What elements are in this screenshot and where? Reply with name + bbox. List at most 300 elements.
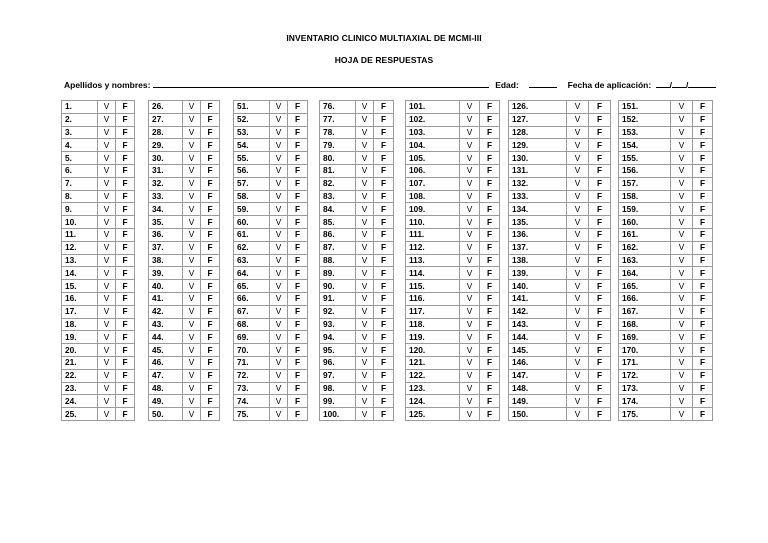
false-option[interactable]: F [201,369,220,382]
false-option[interactable]: F [116,395,135,408]
true-option[interactable]: V [671,177,693,190]
false-option[interactable]: F [201,395,220,408]
true-option[interactable]: V [270,292,288,305]
false-option[interactable]: F [201,126,220,139]
true-option[interactable]: V [671,292,693,305]
false-option[interactable]: F [201,241,220,254]
false-option[interactable]: F [374,408,394,421]
false-option[interactable]: F [480,101,500,114]
false-option[interactable]: F [589,113,611,126]
true-option[interactable]: V [567,164,589,177]
false-option[interactable]: F [116,254,135,267]
true-option[interactable]: V [567,254,589,267]
true-option[interactable]: V [183,203,201,216]
true-option[interactable]: V [671,395,693,408]
true-option[interactable]: V [270,254,288,267]
true-option[interactable]: V [356,139,374,152]
false-option[interactable]: F [693,292,713,305]
true-option[interactable]: V [460,254,480,267]
true-option[interactable]: V [460,101,480,114]
true-option[interactable]: V [270,228,288,241]
false-option[interactable]: F [693,139,713,152]
true-option[interactable]: V [567,190,589,203]
false-option[interactable]: F [374,382,394,395]
true-option[interactable]: V [270,395,288,408]
true-option[interactable]: V [270,369,288,382]
true-option[interactable]: V [356,318,374,331]
true-option[interactable]: V [671,241,693,254]
false-option[interactable]: F [480,305,500,318]
true-option[interactable]: V [183,228,201,241]
false-option[interactable]: F [201,331,220,344]
false-option[interactable]: F [589,203,611,216]
false-option[interactable]: F [374,228,394,241]
false-option[interactable]: F [693,408,713,421]
true-option[interactable]: V [460,216,480,229]
false-option[interactable]: F [116,356,135,369]
false-option[interactable]: F [693,254,713,267]
true-option[interactable]: V [671,228,693,241]
true-option[interactable]: V [460,395,480,408]
false-option[interactable]: F [201,216,220,229]
true-option[interactable]: V [98,369,116,382]
false-option[interactable]: F [374,139,394,152]
false-option[interactable]: F [589,228,611,241]
false-option[interactable]: F [374,369,394,382]
true-option[interactable]: V [356,241,374,254]
true-option[interactable]: V [356,190,374,203]
false-option[interactable]: F [480,254,500,267]
true-option[interactable]: V [98,267,116,280]
true-option[interactable]: V [567,228,589,241]
false-option[interactable]: F [288,305,308,318]
date-day-field[interactable] [656,79,670,88]
true-option[interactable]: V [270,241,288,254]
true-option[interactable]: V [98,382,116,395]
false-option[interactable]: F [589,395,611,408]
true-option[interactable]: V [567,126,589,139]
false-option[interactable]: F [201,139,220,152]
true-option[interactable]: V [356,126,374,139]
false-option[interactable]: F [480,344,500,357]
false-option[interactable]: F [116,216,135,229]
true-option[interactable]: V [183,292,201,305]
true-option[interactable]: V [460,203,480,216]
false-option[interactable]: F [201,292,220,305]
false-option[interactable]: F [589,164,611,177]
true-option[interactable]: V [98,318,116,331]
false-option[interactable]: F [116,101,135,114]
false-option[interactable]: F [480,382,500,395]
false-option[interactable]: F [589,280,611,293]
true-option[interactable]: V [183,382,201,395]
true-option[interactable]: V [98,241,116,254]
true-option[interactable]: V [567,344,589,357]
true-option[interactable]: V [183,126,201,139]
true-option[interactable]: V [98,190,116,203]
true-option[interactable]: V [567,280,589,293]
true-option[interactable]: V [671,216,693,229]
false-option[interactable]: F [480,241,500,254]
true-option[interactable]: V [183,152,201,165]
true-option[interactable]: V [460,164,480,177]
false-option[interactable]: F [374,177,394,190]
false-option[interactable]: F [480,331,500,344]
true-option[interactable]: V [356,356,374,369]
false-option[interactable]: F [480,113,500,126]
false-option[interactable]: F [116,152,135,165]
false-option[interactable]: F [589,331,611,344]
false-option[interactable]: F [480,369,500,382]
true-option[interactable]: V [98,395,116,408]
false-option[interactable]: F [116,190,135,203]
false-option[interactable]: F [288,126,308,139]
false-option[interactable]: F [201,101,220,114]
true-option[interactable]: V [183,177,201,190]
false-option[interactable]: F [693,369,713,382]
false-option[interactable]: F [201,356,220,369]
false-option[interactable]: F [288,177,308,190]
true-option[interactable]: V [98,228,116,241]
false-option[interactable]: F [288,228,308,241]
true-option[interactable]: V [183,101,201,114]
true-option[interactable]: V [270,305,288,318]
true-option[interactable]: V [567,177,589,190]
false-option[interactable]: F [480,292,500,305]
true-option[interactable]: V [671,344,693,357]
false-option[interactable]: F [116,318,135,331]
false-option[interactable]: F [116,203,135,216]
true-option[interactable]: V [567,292,589,305]
true-option[interactable]: V [671,305,693,318]
true-option[interactable]: V [460,331,480,344]
true-option[interactable]: V [270,113,288,126]
true-option[interactable]: V [270,152,288,165]
false-option[interactable]: F [589,152,611,165]
false-option[interactable]: F [116,177,135,190]
false-option[interactable]: F [693,267,713,280]
false-option[interactable]: F [288,318,308,331]
false-option[interactable]: F [201,164,220,177]
true-option[interactable]: V [98,356,116,369]
false-option[interactable]: F [693,203,713,216]
false-option[interactable]: F [288,292,308,305]
true-option[interactable]: V [98,305,116,318]
true-option[interactable]: V [183,139,201,152]
false-option[interactable]: F [374,292,394,305]
false-option[interactable]: F [116,126,135,139]
false-option[interactable]: F [201,254,220,267]
false-option[interactable]: F [589,408,611,421]
false-option[interactable]: F [374,216,394,229]
false-option[interactable]: F [589,190,611,203]
false-option[interactable]: F [288,101,308,114]
true-option[interactable]: V [460,228,480,241]
false-option[interactable]: F [480,164,500,177]
false-option[interactable]: F [374,267,394,280]
true-option[interactable]: V [270,356,288,369]
true-option[interactable]: V [671,101,693,114]
true-option[interactable]: V [98,280,116,293]
false-option[interactable]: F [589,254,611,267]
true-option[interactable]: V [183,318,201,331]
true-option[interactable]: V [356,254,374,267]
true-option[interactable]: V [356,292,374,305]
true-option[interactable]: V [356,228,374,241]
false-option[interactable]: F [480,356,500,369]
false-option[interactable]: F [288,139,308,152]
false-option[interactable]: F [480,267,500,280]
false-option[interactable]: F [480,177,500,190]
true-option[interactable]: V [270,216,288,229]
true-option[interactable]: V [567,203,589,216]
true-option[interactable]: V [460,292,480,305]
false-option[interactable]: F [693,395,713,408]
true-option[interactable]: V [183,408,201,421]
true-option[interactable]: V [460,344,480,357]
true-option[interactable]: V [671,152,693,165]
true-option[interactable]: V [671,164,693,177]
true-option[interactable]: V [671,267,693,280]
true-option[interactable]: V [183,369,201,382]
true-option[interactable]: V [270,344,288,357]
false-option[interactable]: F [116,369,135,382]
false-option[interactable]: F [480,228,500,241]
true-option[interactable]: V [460,152,480,165]
true-option[interactable]: V [460,113,480,126]
false-option[interactable]: F [374,318,394,331]
true-option[interactable]: V [270,190,288,203]
true-option[interactable]: V [356,369,374,382]
false-option[interactable]: F [589,305,611,318]
true-option[interactable]: V [270,408,288,421]
false-option[interactable]: F [288,113,308,126]
false-option[interactable]: F [589,139,611,152]
true-option[interactable]: V [567,356,589,369]
true-option[interactable]: V [98,216,116,229]
false-option[interactable]: F [374,395,394,408]
true-option[interactable]: V [671,369,693,382]
true-option[interactable]: V [183,280,201,293]
true-option[interactable]: V [460,139,480,152]
false-option[interactable]: F [480,216,500,229]
false-option[interactable]: F [693,101,713,114]
true-option[interactable]: V [183,331,201,344]
false-option[interactable]: F [374,356,394,369]
false-option[interactable]: F [589,126,611,139]
false-option[interactable]: F [480,408,500,421]
true-option[interactable]: V [567,369,589,382]
false-option[interactable]: F [589,369,611,382]
true-option[interactable]: V [567,139,589,152]
true-option[interactable]: V [567,101,589,114]
false-option[interactable]: F [288,395,308,408]
true-option[interactable]: V [671,254,693,267]
true-option[interactable]: V [98,113,116,126]
false-option[interactable]: F [374,190,394,203]
false-option[interactable]: F [589,292,611,305]
false-option[interactable]: F [201,113,220,126]
false-option[interactable]: F [589,382,611,395]
true-option[interactable]: V [98,164,116,177]
true-option[interactable]: V [98,177,116,190]
false-option[interactable]: F [693,305,713,318]
true-option[interactable]: V [98,344,116,357]
false-option[interactable]: F [693,241,713,254]
true-option[interactable]: V [98,139,116,152]
true-option[interactable]: V [356,113,374,126]
false-option[interactable]: F [201,318,220,331]
false-option[interactable]: F [480,152,500,165]
true-option[interactable]: V [183,254,201,267]
true-option[interactable]: V [671,280,693,293]
true-option[interactable]: V [567,318,589,331]
true-option[interactable]: V [98,408,116,421]
false-option[interactable]: F [201,152,220,165]
false-option[interactable]: F [116,267,135,280]
true-option[interactable]: V [356,382,374,395]
false-option[interactable]: F [480,395,500,408]
false-option[interactable]: F [589,101,611,114]
true-option[interactable]: V [567,152,589,165]
false-option[interactable]: F [693,164,713,177]
true-option[interactable]: V [270,318,288,331]
false-option[interactable]: F [288,408,308,421]
true-option[interactable]: V [671,382,693,395]
true-option[interactable]: V [270,139,288,152]
false-option[interactable]: F [116,331,135,344]
true-option[interactable]: V [183,344,201,357]
false-option[interactable]: F [589,267,611,280]
false-option[interactable]: F [480,203,500,216]
true-option[interactable]: V [98,254,116,267]
false-option[interactable]: F [116,382,135,395]
name-field[interactable] [153,79,489,88]
true-option[interactable]: V [183,190,201,203]
false-option[interactable]: F [201,177,220,190]
false-option[interactable]: F [374,126,394,139]
true-option[interactable]: V [183,305,201,318]
true-option[interactable]: V [460,356,480,369]
false-option[interactable]: F [288,280,308,293]
false-option[interactable]: F [589,177,611,190]
true-option[interactable]: V [183,216,201,229]
true-option[interactable]: V [460,190,480,203]
false-option[interactable]: F [374,254,394,267]
false-option[interactable]: F [288,216,308,229]
false-option[interactable]: F [288,152,308,165]
false-option[interactable]: F [116,305,135,318]
true-option[interactable]: V [671,331,693,344]
true-option[interactable]: V [270,280,288,293]
true-option[interactable]: V [356,267,374,280]
true-option[interactable]: V [671,126,693,139]
true-option[interactable]: V [356,331,374,344]
true-option[interactable]: V [270,164,288,177]
true-option[interactable]: V [460,177,480,190]
true-option[interactable]: V [460,408,480,421]
false-option[interactable]: F [693,190,713,203]
false-option[interactable]: F [116,113,135,126]
false-option[interactable]: F [480,190,500,203]
true-option[interactable]: V [270,101,288,114]
true-option[interactable]: V [183,241,201,254]
true-option[interactable]: V [671,113,693,126]
true-option[interactable]: V [460,267,480,280]
false-option[interactable]: F [693,113,713,126]
false-option[interactable]: F [693,331,713,344]
false-option[interactable]: F [589,318,611,331]
false-option[interactable]: F [288,254,308,267]
true-option[interactable]: V [356,164,374,177]
false-option[interactable]: F [288,267,308,280]
true-option[interactable]: V [567,331,589,344]
true-option[interactable]: V [460,305,480,318]
true-option[interactable]: V [671,318,693,331]
date-month-field[interactable] [669,79,689,90]
true-option[interactable]: V [671,356,693,369]
false-option[interactable]: F [288,164,308,177]
false-option[interactable]: F [693,228,713,241]
true-option[interactable]: V [567,408,589,421]
true-option[interactable]: V [567,305,589,318]
true-option[interactable]: V [98,331,116,344]
false-option[interactable]: F [693,126,713,139]
false-option[interactable]: F [589,216,611,229]
false-option[interactable]: F [288,356,308,369]
false-option[interactable]: F [693,177,713,190]
false-option[interactable]: F [693,382,713,395]
false-option[interactable]: F [480,318,500,331]
false-option[interactable]: F [374,113,394,126]
true-option[interactable]: V [671,139,693,152]
true-option[interactable]: V [270,331,288,344]
true-option[interactable]: V [356,408,374,421]
true-option[interactable]: V [356,152,374,165]
true-option[interactable]: V [356,280,374,293]
true-option[interactable]: V [98,152,116,165]
false-option[interactable]: F [374,344,394,357]
false-option[interactable]: F [374,101,394,114]
true-option[interactable]: V [356,395,374,408]
date-year-field[interactable] [685,79,716,90]
true-option[interactable]: V [356,177,374,190]
false-option[interactable]: F [589,344,611,357]
false-option[interactable]: F [589,356,611,369]
true-option[interactable]: V [183,267,201,280]
false-option[interactable]: F [693,152,713,165]
true-option[interactable]: V [567,216,589,229]
true-option[interactable]: V [270,126,288,139]
false-option[interactable]: F [693,344,713,357]
true-option[interactable]: V [356,305,374,318]
false-option[interactable]: F [374,331,394,344]
false-option[interactable]: F [116,280,135,293]
false-option[interactable]: F [374,164,394,177]
false-option[interactable]: F [288,369,308,382]
false-option[interactable]: F [116,241,135,254]
true-option[interactable]: V [671,203,693,216]
true-option[interactable]: V [356,101,374,114]
false-option[interactable]: F [693,280,713,293]
false-option[interactable]: F [693,318,713,331]
false-option[interactable]: F [116,292,135,305]
false-option[interactable]: F [201,344,220,357]
false-option[interactable]: F [374,203,394,216]
false-option[interactable]: F [374,305,394,318]
true-option[interactable]: V [270,382,288,395]
false-option[interactable]: F [589,241,611,254]
